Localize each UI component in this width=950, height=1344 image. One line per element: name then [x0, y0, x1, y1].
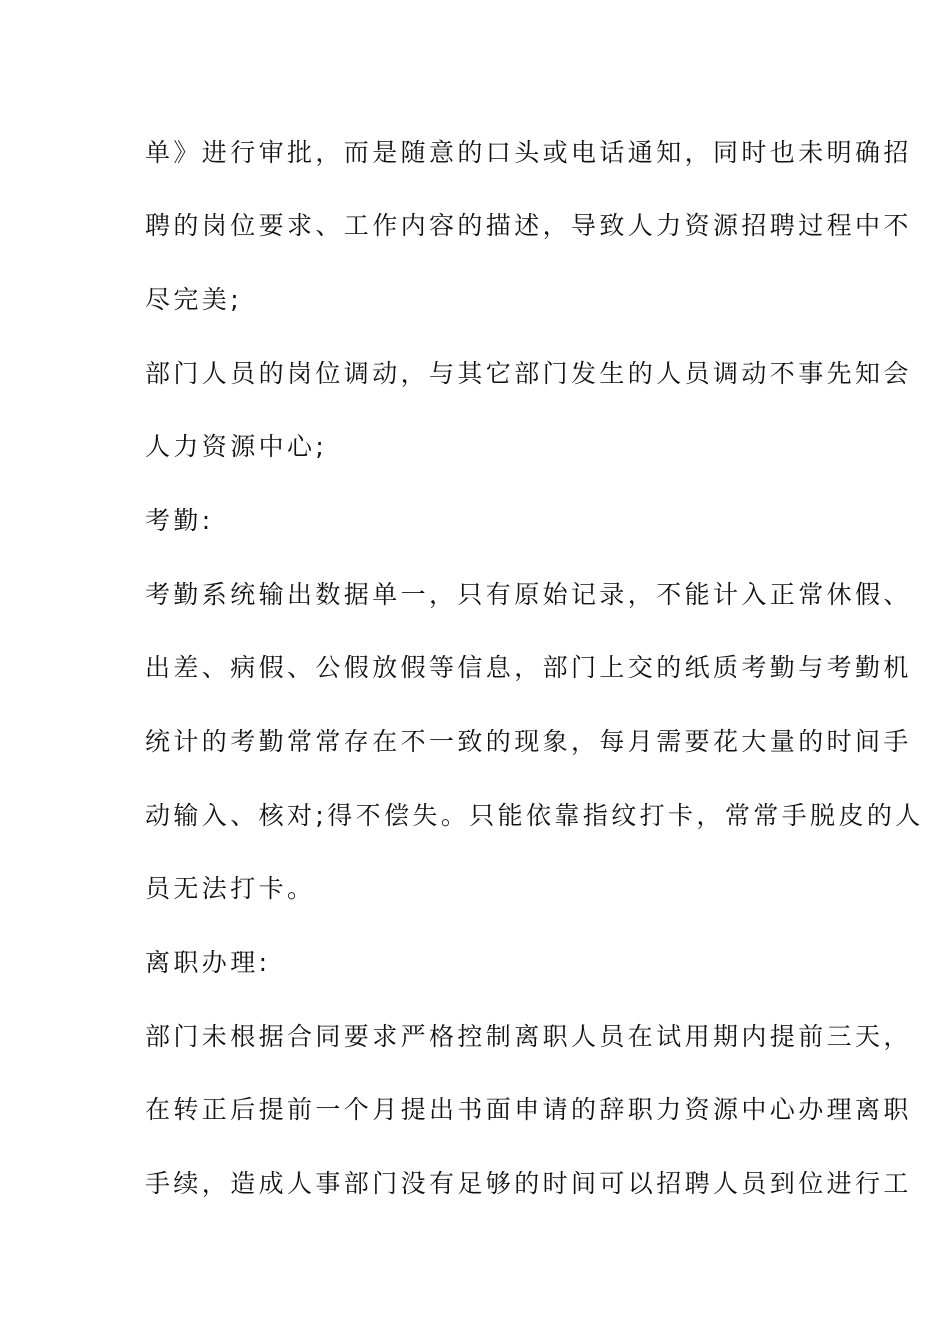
text-line-1: 单》进行审批，而是随意的口头或电话通知，同时也未明确招: [145, 138, 912, 167]
text-line-15: 手续，造成人事部门没有足够的时间可以招聘人员到位进行工: [145, 1169, 912, 1198]
text-line-14: 在转正后提前一个月提出书面申请的辞职力资源中心办理离职: [145, 1095, 912, 1124]
text-line-8: 出差、病假、公假放假等信息，部门上交的纸质考勤与考勤机: [145, 653, 912, 682]
text-line-2: 聘的岗位要求、工作内容的描述，导致人力资源招聘过程中不: [145, 211, 912, 240]
text-line-4: 部门人员的岗位调动，与其它部门发生的人员调动不事先知会: [145, 359, 912, 388]
text-line-7: 考勤系统输出数据单一，只有原始记录，不能计入正常休假、: [145, 580, 912, 609]
text-line-5: 人力资源中心;: [145, 432, 328, 461]
text-line-9: 统计的考勤常常存在不一致的现象，每月需要花大量的时间手: [145, 727, 912, 756]
text-line-3: 尽完美;: [145, 285, 243, 314]
text-line-11: 员无法打卡。: [145, 874, 316, 903]
section-heading-resignation: 离职办理:: [145, 948, 271, 977]
text-line-13: 部门未根据合同要求严格控制离职人员在试用期内提前三天，: [145, 1022, 912, 1051]
section-heading-attendance: 考勤:: [145, 506, 214, 535]
text-line-10: 动输入、核对;得不偿失。只能依靠指纹打卡，常常手脱皮的人: [145, 801, 924, 830]
